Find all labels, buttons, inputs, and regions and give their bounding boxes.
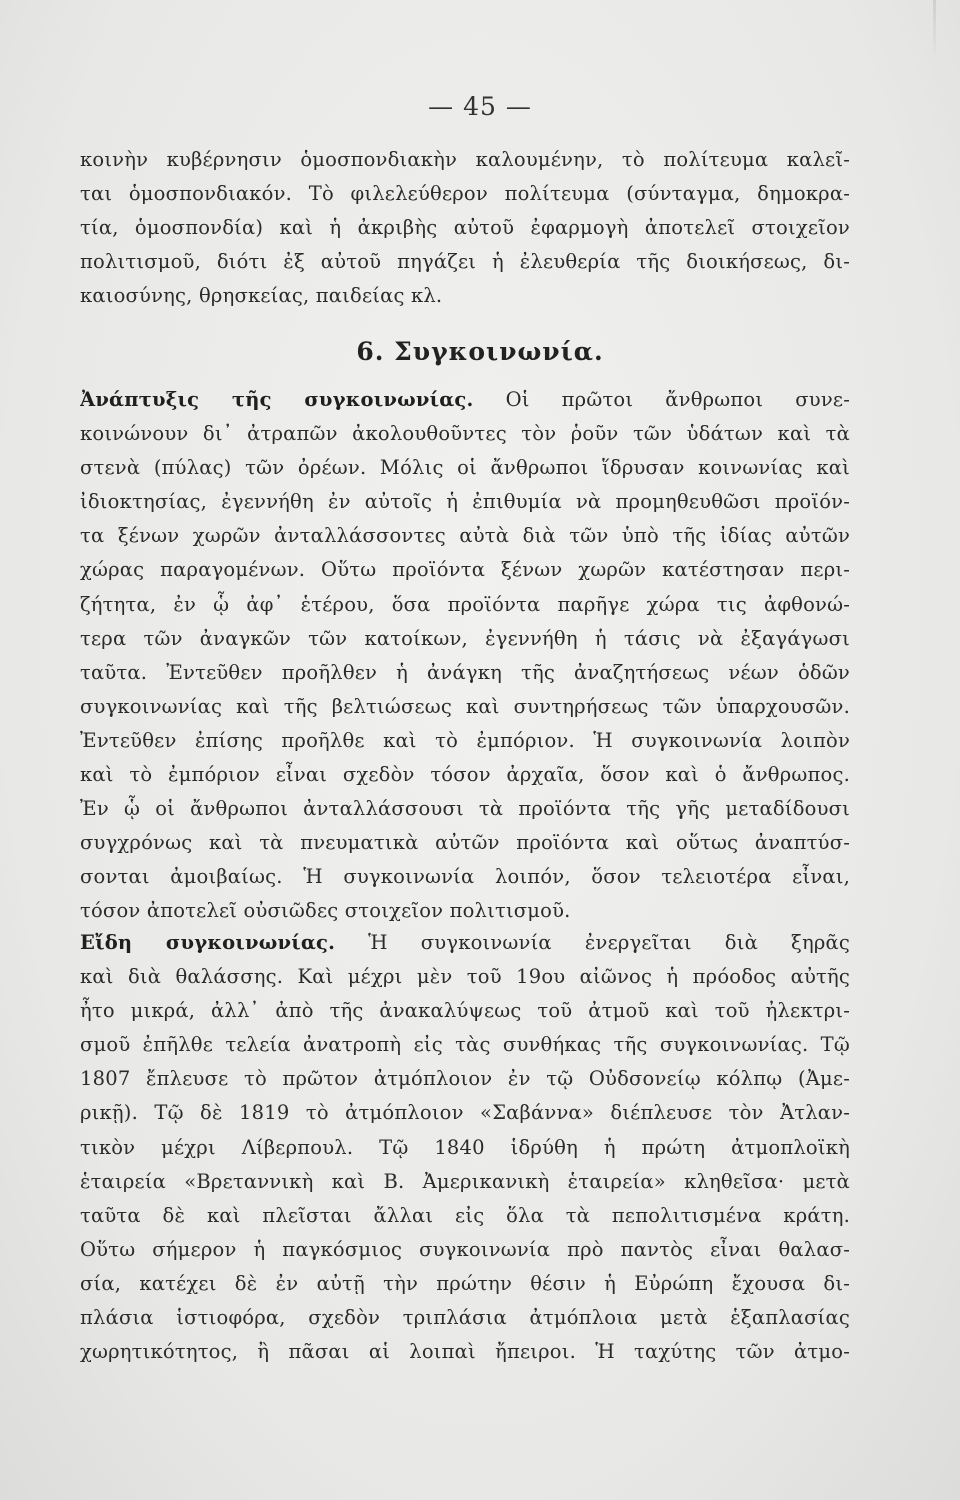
- text-line: καιοσύνης, θρησκείας, παιδείας κλ.: [80, 284, 443, 308]
- paragraph-development: [80, 383, 850, 929]
- text-line: Ἐντεῦθεν ἐπίσης προῆλθε καὶ τὸ ἐμπόριον. Ἡ συγκοινωνία λοιπὸν: [80, 728, 850, 752]
- paragraph-types: [80, 926, 850, 1369]
- text-line: Οὕτω σήμερον ἡ παγκόσμιος συγκοινωνία πρὸ παντὸς εἶναι θαλασ-: [80, 1237, 850, 1261]
- text-line: στενὰ (πύλας) τῶν ὀρέων. Μόλις οἱ ἄνθρωποι ἵδρυσαν κοινωνίας καὶ: [80, 456, 850, 480]
- page-number: — 45 —: [428, 92, 532, 121]
- text-line: πλάσια ἱστιοφόρα, σχεδὸν τριπλάσια ἀτμόπλοια μετὰ ἑξαπλασίας: [80, 1306, 850, 1330]
- top-paragraph: [80, 143, 850, 313]
- text-line: συγκοινωνίας καὶ τῆς βελτιώσεως καὶ συντηρήσεως τῶν ὑπαρχουσῶν.: [80, 694, 850, 718]
- text-line: 1807 ἔπλευσε τὸ πρῶτον ἀτμόπλοιον ἐν τῷ Οὐδσονείῳ κόλπῳ (Ἀμε-: [80, 1067, 850, 1091]
- text-line: τόσον ἀποτελεῖ οὐσιῶδες στοιχεῖον πολιτισμοῦ.: [80, 899, 571, 923]
- page-edge-mark: [933, 0, 936, 60]
- text-line: ρικῇ). Τῷ δὲ 1819 τὸ ἀτμόπλοιον «Σαβάννα» διέπλευσε τὸν Ἀτλαν-: [80, 1101, 850, 1125]
- text-line: χώρας παραγομένων. Οὕτω προϊόντα ξένων χωρῶν κατέστησαν περι-: [80, 558, 850, 582]
- text-line: πολιτισμοῦ, διότι ἐξ αὐτοῦ πηγάζει ἡ ἐλευθερία τῆς διοικήσεως, δι-: [80, 250, 850, 274]
- text-run: Ἡ συγκοινωνία ἐνεργεῖται διὰ ξηρᾶς: [335, 931, 850, 954]
- text-line: ἰδιοκτησίας, ἐγεννήθη ἐν αὐτοῖς ἡ ἐπιθυμία νὰ προμηθευθῶσι προϊόν-: [80, 490, 850, 514]
- text-line: καὶ τὸ ἐμπόριον εἶναι σχεδὸν τόσον ἀρχαῖα, ὅσον καὶ ὁ ἄνθρωπος.: [80, 763, 850, 787]
- text-line: συγχρόνως καὶ τὰ πνευματικὰ αὐτῶν προϊόντα καὶ οὕτως ἀναπτύσ-: [80, 831, 850, 855]
- text-line: τα ξένων χωρῶν ἀνταλλάσσοντες αὐτὰ διὰ τῶν ὑπὸ τῆς ἰδίας αὐτῶν: [80, 524, 850, 548]
- section-title: 6. Συγκοινωνία.: [356, 337, 604, 366]
- text-run: Οἱ πρῶτοι ἄνθρωποι συνε-: [473, 388, 850, 411]
- text-line: Ἐν ᾧ οἱ ἄνθρωποι ἀνταλλάσσουσι τὰ προϊόντα τῆς γῆς μεταδίδουσι: [80, 797, 850, 821]
- paragraph-subheading: Εἴδη συγκοινωνίας.: [80, 931, 336, 954]
- text-line: κοινώνουν δι᾽ ἀτραπῶν ἀκολουθοῦντες τὸν ῥοῦν τῶν ὑδάτων καὶ τὰ: [80, 422, 850, 446]
- text-line: χωρητικότητος, ἢ πᾶσαι αἱ λοιπαὶ ἤπειροι. Ἡ ταχύτης τῶν ἀτμο-: [80, 1340, 850, 1364]
- text-line: ἦτο μικρά, ἀλλ᾽ ἀπὸ τῆς ἀνακαλύψεως τοῦ ἀτμοῦ καὶ τοῦ ἠλεκτρι-: [80, 999, 850, 1023]
- text-line: ζήτητα, ἐν ᾧ ἀφ᾽ ἑτέρου, ὅσα προϊόντα παρῆγε χώρα τις ἀφθονώ-: [80, 592, 850, 616]
- text-line: σονται ἀμοιβαίως. Ἡ συγκοινωνία λοιπόν, ὅσον τελειοτέρα εἶναι,: [80, 865, 850, 889]
- text-line: [80, 383, 850, 417]
- text-line: καὶ διὰ θαλάσσης. Καὶ μέχρι μὲν τοῦ 19ου αἰῶνος ἡ πρόοδος αὐτῆς: [80, 965, 850, 989]
- text-line: τερα τῶν ἀναγκῶν τῶν κατοίκων, ἐγεννήθη ἡ τάσις νὰ ἐξαγάγωσι: [80, 626, 850, 650]
- paragraph-subheading: Ἀνάπτυξις τῆς συγκοινωνίας.: [80, 388, 474, 411]
- text-line: τικὸν μέχρι Λίβερπουλ. Τῷ 1840 ἱδρύθη ἡ πρώτη ἀτμοπλοϊκὴ: [80, 1135, 850, 1159]
- text-line: σμοῦ ἐπῆλθε τελεία ἀνατροπὴ εἰς τὰς συνθήκας τῆς συγκοινωνίας. Τῷ: [80, 1033, 850, 1057]
- text-line: ταῦτα δὲ καὶ πλεῖσται ἄλλαι εἰς ὅλα τὰ πεπολιτισμένα κράτη.: [80, 1203, 850, 1227]
- text-line: σία, κατέχει δὲ ἐν αὐτῇ τὴν πρώτην θέσιν ἡ Εὐρώπη ἔχουσα δι-: [80, 1271, 850, 1295]
- text-line: [80, 926, 850, 960]
- text-line: ταῦτα. Ἐντεῦθεν προῆλθεν ἡ ἀνάγκη τῆς ἀναζητήσεως νέων ὁδῶν: [80, 660, 850, 684]
- text-line: ται ὁμοσπονδιακόν. Τὸ φιλελεύθερον πολίτευμα (σύνταγμα, δημοκρα-: [80, 182, 850, 206]
- text-line: κοινὴν κυβέρνησιν ὁμοσπονδιακὴν καλουμένην, τὸ πολίτευμα καλεῖ-: [80, 148, 850, 171]
- text-line: ἑταιρεία «Βρεταννικὴ καὶ Β. Ἀμερικανικὴ ἑταιρεία» κληθεῖσα· μετὰ: [80, 1169, 850, 1193]
- text-line: τία, ὁμοσπονδία) καὶ ἡ ἀκριβὴς αὐτοῦ ἐφαρμογὴ ἀποτελεῖ στοιχεῖον: [80, 216, 850, 240]
